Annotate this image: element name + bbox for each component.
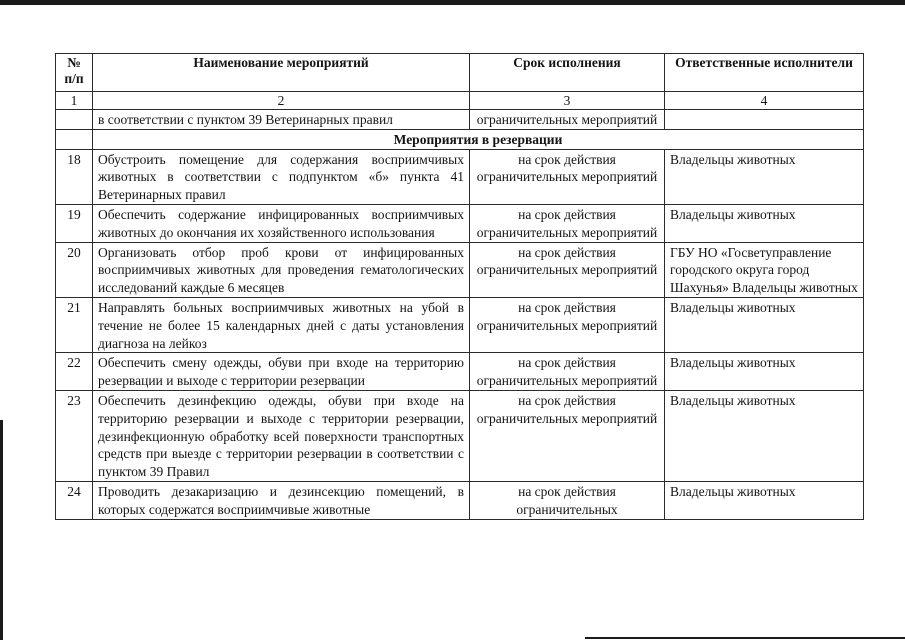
row-number: 19 [56, 204, 93, 242]
activity-cell: Обеспечить смену одежды, обуви при входе на территорию резервации и выходе с территории резервации [93, 353, 470, 391]
row-number: 18 [56, 149, 93, 204]
table-row [56, 204, 864, 242]
continuation-row [56, 110, 864, 130]
measures-table [55, 53, 864, 520]
scan-edge-bottom [585, 637, 905, 639]
responsible-cell: Владельцы животных [665, 149, 864, 204]
table-row [56, 297, 864, 352]
responsible-cell: Владельцы животных [665, 353, 864, 391]
row-number: 20 [56, 242, 93, 297]
responsible-cell: Владельцы животных [665, 390, 864, 481]
table-row [56, 481, 864, 519]
table-row [56, 242, 864, 297]
row-number: 23 [56, 390, 93, 481]
responsible-cell: Владельцы животных [665, 297, 864, 352]
scan-edge-top [0, 0, 905, 5]
header-term: Срок исполнения [470, 54, 665, 92]
section-row [56, 129, 864, 149]
activity-cell: Обустроить помещение для содержания восприимчивых животных в соответствии с подпунктом «б» пункта 41 Ветеринарных правил [93, 149, 470, 204]
row-number: 21 [56, 297, 93, 352]
activity-cell: Направлять больных восприимчивых животных на убой в течение не более 15 календарных дней с даты установления диагноза на лейкоз [93, 297, 470, 352]
term-cell: на срок действия ограничительных [470, 481, 665, 519]
section-title: Мероприятия в резервации [93, 129, 864, 149]
activity-cell: Обеспечить содержание инфицированных восприимчивых животных до окончания их хозяйственного использования [93, 204, 470, 242]
header-no: № п/п [56, 54, 93, 92]
term-cell: на срок действия ограничительных мероприятий [470, 390, 665, 481]
row-number: 22 [56, 353, 93, 391]
table-row [56, 390, 864, 481]
term-cell: на срок действия ограничительных мероприятий [470, 353, 665, 391]
table-row [56, 149, 864, 204]
activity-cell: Проводить дезакаризацию и дезинсекцию помещений, в которых содержатся восприимчивые животные [93, 481, 470, 519]
index-cell-3: 3 [470, 92, 665, 110]
scan-edge-left [0, 420, 3, 640]
table-row [56, 353, 864, 391]
index-row [56, 92, 864, 110]
index-cell-1: 1 [56, 92, 93, 110]
responsible-cell: ГБУ НО «Госветуправление городского округа город Шахунья» Владельцы животных [665, 242, 864, 297]
activity-cell: в соответствии с пунктом 39 Ветеринарных правил [93, 110, 470, 130]
header-row [56, 54, 864, 92]
term-cell: ограничительных мероприятий [470, 110, 665, 130]
row-number: 24 [56, 481, 93, 519]
term-cell: на срок действия ограничительных мероприятий [470, 242, 665, 297]
responsible-cell: Владельцы животных [665, 481, 864, 519]
responsible-cell [665, 110, 864, 130]
index-cell-4: 4 [665, 92, 864, 110]
term-cell: на срок действия ограничительных мероприятий [470, 297, 665, 352]
term-cell: на срок действия ограничительных мероприятий [470, 149, 665, 204]
section-spacer [56, 129, 93, 149]
header-activity: Наименование мероприятий [93, 54, 470, 92]
term-cell: на срок действия ограничительных мероприятий [470, 204, 665, 242]
activity-cell: Организовать отбор проб крови от инфицированных восприимчивых животных для проведения гематологических исследований каждые 6 месяцев [93, 242, 470, 297]
responsible-cell: Владельцы животных [665, 204, 864, 242]
row-number [56, 110, 93, 130]
index-cell-2: 2 [93, 92, 470, 110]
header-responsible: Ответственные исполнители [665, 54, 864, 92]
activity-cell: Обеспечить дезинфекцию одежды, обуви при входе на территорию резервации и выходе с территории резервации, дезинфекционную обработку всей поверхности транспортных средств при выезде с территории резервации в соответствии с пунктом 39 Правил [93, 390, 470, 481]
